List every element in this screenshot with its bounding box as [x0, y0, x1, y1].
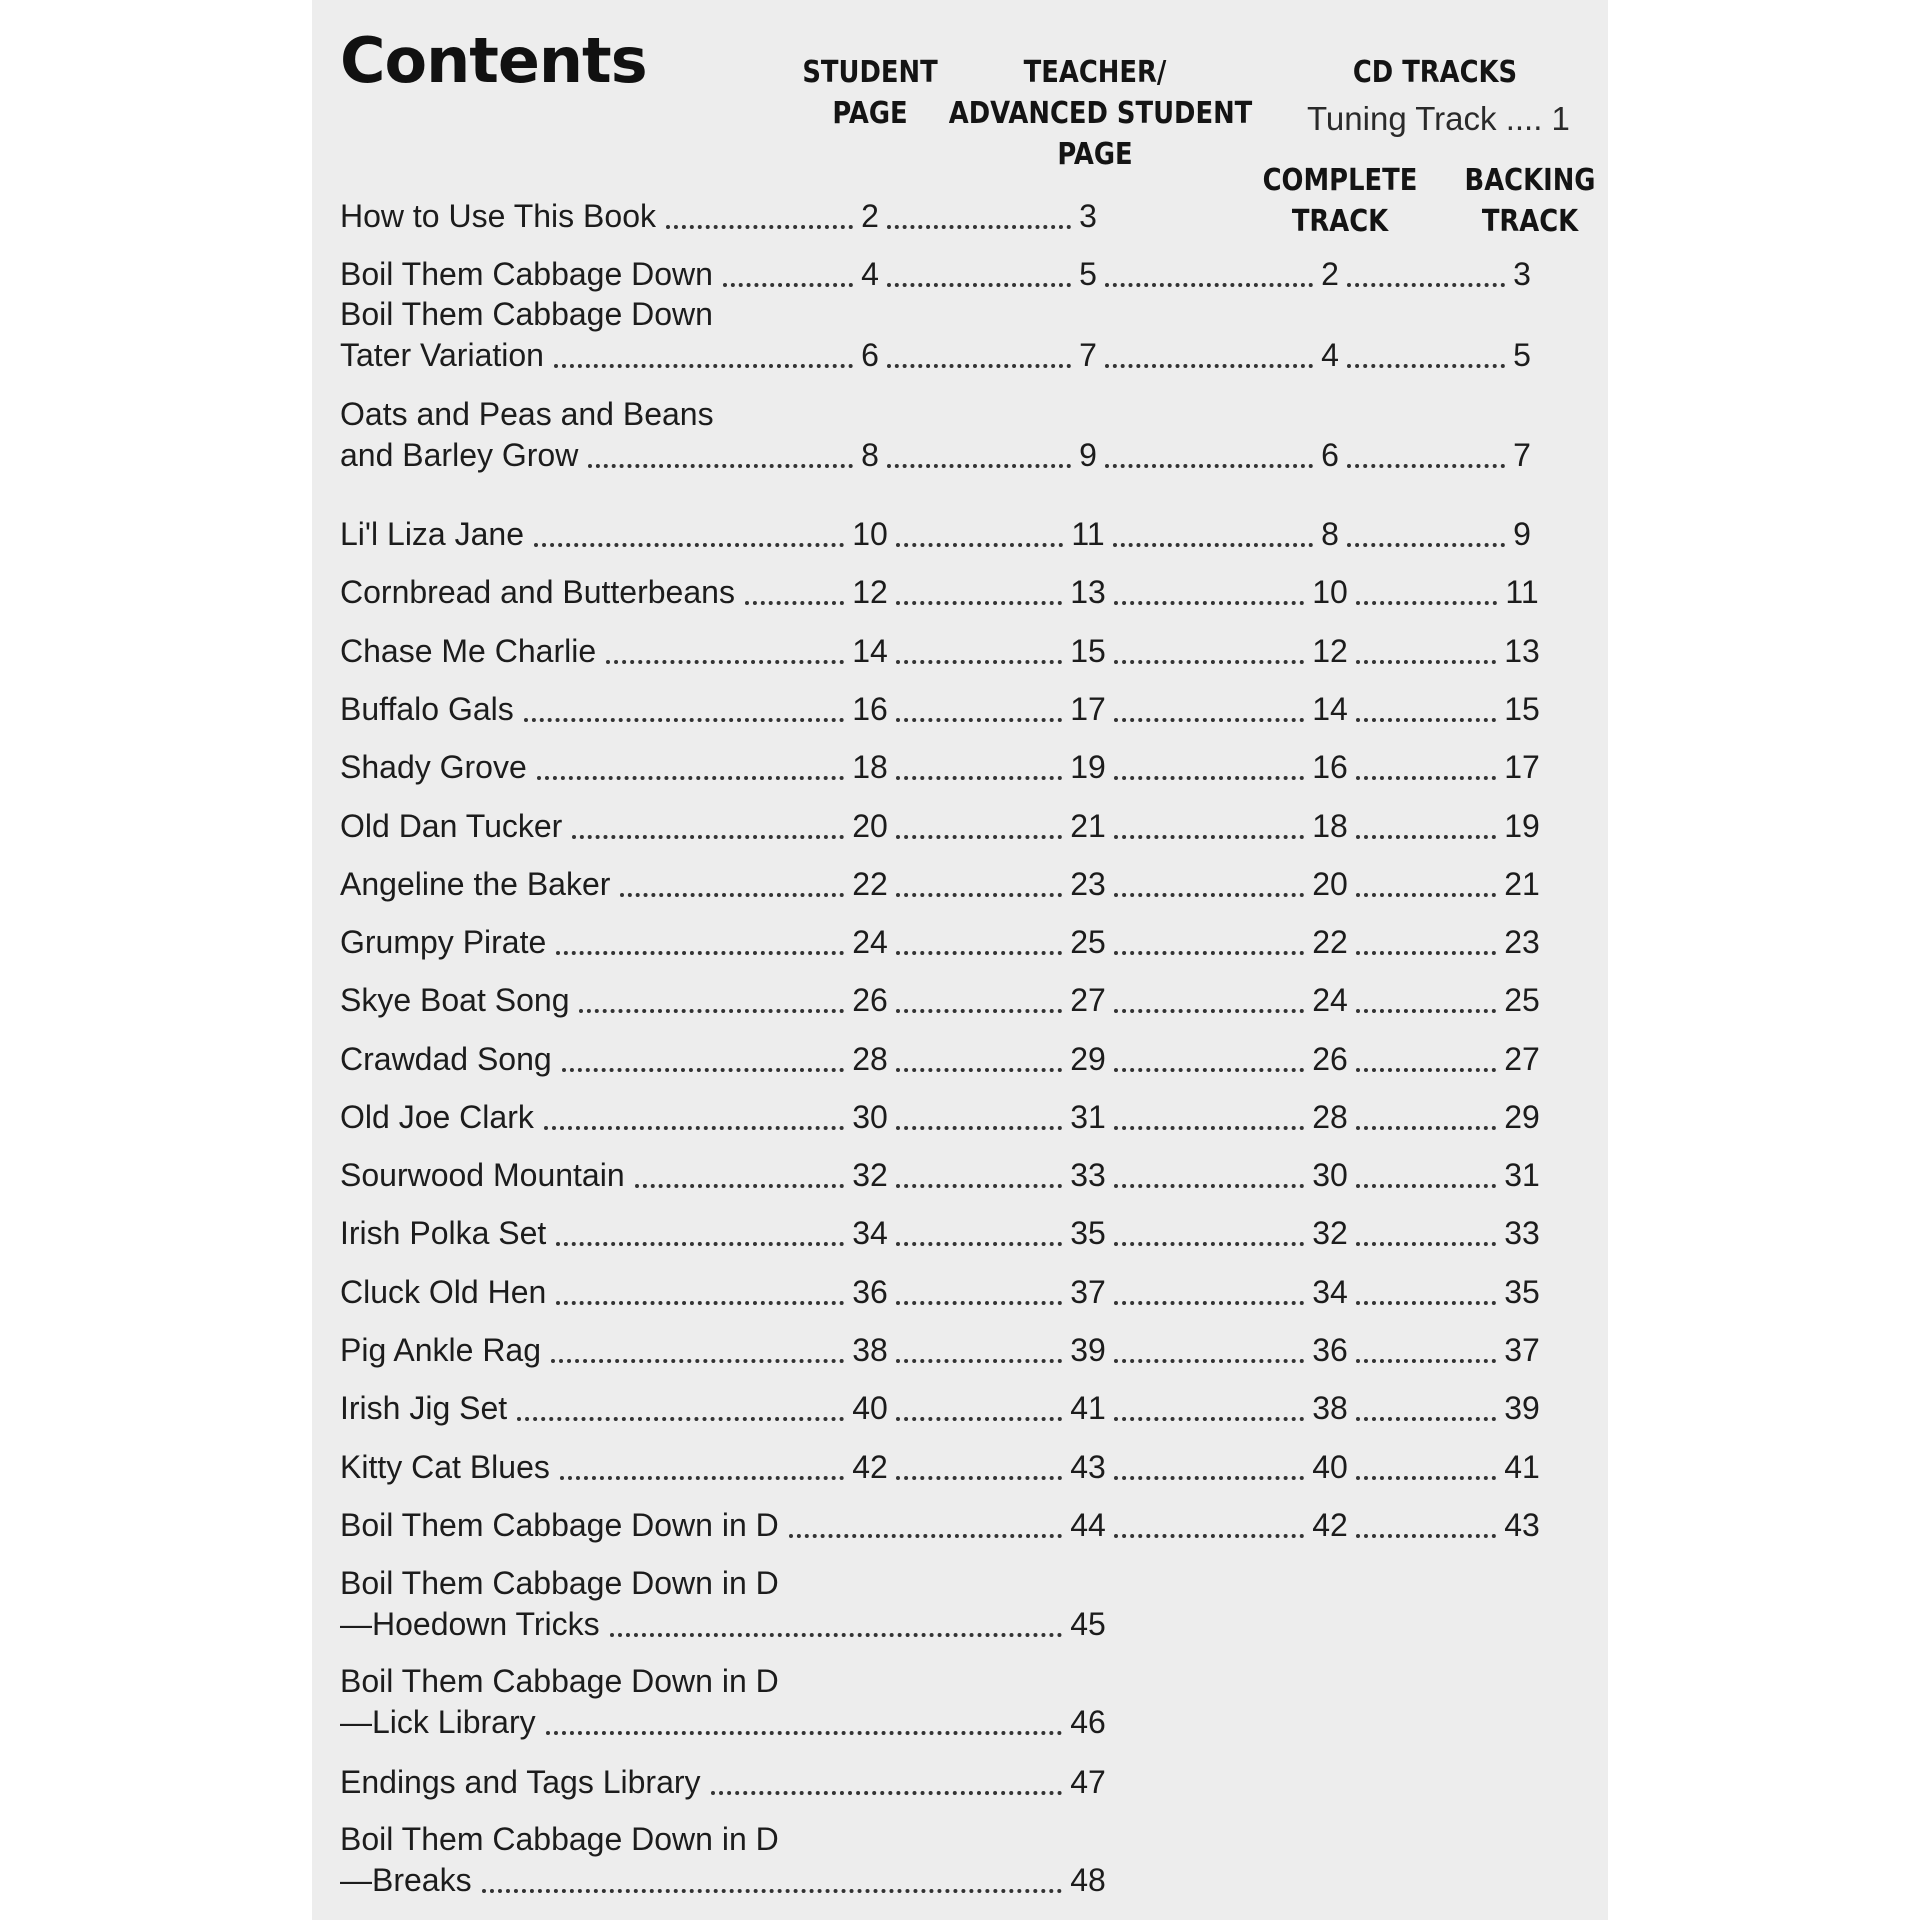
complete-track-number: 38: [1312, 1390, 1348, 1426]
complete-track-number: 2: [1321, 256, 1339, 292]
student-page-number: 6: [861, 337, 879, 373]
entry-title: Boil Them Cabbage Down in D: [340, 1663, 779, 1699]
dot-leader: [482, 1889, 1063, 1893]
backing-track-number: 9: [1513, 516, 1531, 552]
student-page-number: 40: [852, 1390, 888, 1426]
toc-entry: [0, 296, 1920, 379]
entry-title: How to Use This Book: [340, 198, 656, 234]
dot-leader: [1105, 364, 1313, 368]
student-page-number: 26: [852, 982, 888, 1018]
complete-track-number: 12: [1312, 633, 1348, 669]
entry-title: Irish Jig Set: [340, 1390, 508, 1426]
toc-entry: [0, 976, 1920, 1024]
dot-leader: [1356, 660, 1496, 664]
toc-entry: [0, 250, 1920, 298]
complete-track-number: 16: [1312, 749, 1348, 785]
entry-title-continued: Tater Variation: [340, 337, 544, 373]
teacher-page-number: 46: [1070, 1704, 1106, 1740]
dot-leader: [896, 893, 1062, 897]
dot-leader: [544, 1126, 844, 1130]
backing-track-number: 35: [1504, 1274, 1540, 1310]
complete-track-number: 42: [1312, 1507, 1348, 1543]
dot-leader: [789, 1534, 1062, 1538]
toc-entry: [0, 1268, 1920, 1316]
dot-leader: [896, 718, 1062, 722]
dot-leader: [1356, 835, 1496, 839]
complete-track-number: 18: [1312, 808, 1348, 844]
dot-leader: [887, 225, 1071, 229]
dot-leader: [1356, 1534, 1496, 1538]
toc-entry: [0, 1093, 1920, 1141]
teacher-page-number: 43: [1070, 1449, 1106, 1485]
entry-title: Sourwood Mountain: [340, 1157, 625, 1193]
entry-title: Chase Me Charlie: [340, 633, 597, 669]
dot-leader: [896, 1359, 1062, 1363]
entry-title: Old Dan Tucker: [340, 808, 563, 844]
teacher-page-number: 13: [1070, 574, 1106, 610]
dot-leader: [562, 1068, 845, 1072]
dot-leader: [1114, 835, 1304, 839]
dot-leader: [1356, 1068, 1496, 1072]
dot-leader: [1114, 1534, 1304, 1538]
dot-leader: [887, 283, 1071, 287]
dot-leader: [560, 1476, 844, 1480]
dot-leader: [588, 464, 853, 468]
tuning-track-entry: Tuning Track .... 1: [1307, 100, 1570, 137]
entry-title: Pig Ankle Rag: [340, 1332, 542, 1368]
complete-header-line: TRACK: [1291, 204, 1389, 239]
dot-leader: [1356, 1126, 1496, 1130]
toc-entry: [0, 1565, 1920, 1648]
dot-leader: [666, 225, 853, 229]
dot-leader: [1356, 1184, 1496, 1188]
student-page-number: 14: [852, 633, 888, 669]
dot-leader: [1114, 1359, 1304, 1363]
dot-leader: [1356, 1009, 1496, 1013]
student-header-line: STUDENT: [802, 55, 938, 90]
complete-track-number: 40: [1312, 1449, 1348, 1485]
backing-track-number: 11: [1505, 574, 1539, 610]
entry-title: Boil Them Cabbage Down: [340, 296, 713, 332]
student-page-number: 38: [852, 1332, 888, 1368]
dot-leader: [896, 1417, 1062, 1421]
dot-leader: [887, 364, 1071, 368]
dot-leader: [1356, 718, 1496, 722]
teacher-page-number: 41: [1070, 1390, 1106, 1426]
entry-title: Boil Them Cabbage Down in D: [340, 1507, 779, 1543]
backing-track-number: 27: [1504, 1041, 1540, 1077]
complete-track-number: 6: [1321, 437, 1339, 473]
dot-leader: [1114, 1126, 1304, 1130]
backing-track-number: 31: [1504, 1157, 1540, 1193]
teacher-page-header: [948, 52, 1253, 175]
dot-leader: [896, 1009, 1062, 1013]
teacher-page-number: 5: [1079, 256, 1097, 292]
teacher-page-number: 7: [1079, 337, 1097, 373]
teacher-page-number: 19: [1070, 749, 1106, 785]
complete-track-number: 14: [1312, 691, 1348, 727]
dot-leader: [1114, 1184, 1304, 1188]
backing-track-number: 43: [1504, 1507, 1540, 1543]
complete-track-number: 26: [1312, 1041, 1348, 1077]
dot-leader: [896, 1242, 1062, 1246]
dot-leader: [554, 364, 853, 368]
teacher-page-number: 35: [1070, 1215, 1106, 1251]
dot-leader: [556, 1301, 844, 1305]
toc-entry: [0, 1151, 1920, 1199]
backing-track-number: 29: [1504, 1099, 1540, 1135]
student-page-number: 12: [852, 574, 888, 610]
complete-track-number: 8: [1321, 516, 1339, 552]
teacher-page-number: 29: [1070, 1041, 1106, 1077]
complete-track-number: 4: [1321, 337, 1339, 373]
dot-leader: [1114, 660, 1304, 664]
teacher-page-number: 47: [1070, 1764, 1106, 1800]
complete-track-number: 20: [1312, 866, 1348, 902]
toc-entry: [0, 1821, 1920, 1904]
complete-header-line: COMPLETE: [1262, 163, 1418, 198]
complete-track-number: 22: [1312, 924, 1348, 960]
backing-track-number: 19: [1504, 808, 1540, 844]
toc-entry: [0, 1663, 1920, 1746]
teacher-page-number: 39: [1070, 1332, 1106, 1368]
student-page-number: 8: [861, 437, 879, 473]
teacher-page-number: 21: [1070, 808, 1106, 844]
student-page-number: 4: [861, 256, 879, 292]
dot-leader: [1114, 1417, 1304, 1421]
teacher-page-number: 11: [1071, 516, 1105, 552]
complete-track-number: 24: [1312, 982, 1348, 1018]
dot-leader: [537, 776, 844, 780]
student-page-number: 18: [852, 749, 888, 785]
dot-leader: [610, 1633, 1063, 1637]
teacher-header-line: PAGE: [1057, 137, 1133, 172]
student-page-number: 20: [852, 808, 888, 844]
student-page-number: 32: [852, 1157, 888, 1193]
toc-entry: [0, 1326, 1920, 1374]
dot-leader: [1114, 1301, 1304, 1305]
teacher-page-number: 37: [1070, 1274, 1106, 1310]
student-page-number: 34: [852, 1215, 888, 1251]
backing-track-number: 17: [1504, 749, 1540, 785]
dot-leader: [1356, 893, 1496, 897]
dot-leader: [1356, 776, 1496, 780]
dot-leader: [1114, 951, 1304, 955]
dot-leader: [887, 464, 1071, 468]
dot-leader: [1114, 893, 1304, 897]
dot-leader: [1114, 1242, 1304, 1246]
backing-header-line: BACKING: [1464, 163, 1596, 198]
entry-title: Boil Them Cabbage Down in D: [340, 1565, 779, 1601]
dot-leader: [896, 776, 1062, 780]
entry-title: Skye Boat Song: [340, 982, 570, 1018]
backing-track-number: 21: [1504, 866, 1540, 902]
entry-title-continued: —Hoedown Tricks: [340, 1606, 600, 1642]
dot-leader: [1356, 601, 1498, 605]
entry-title: Shady Grove: [340, 749, 527, 785]
student-header-line: PAGE: [832, 96, 908, 131]
backing-track-number: 5: [1513, 337, 1531, 373]
dot-leader: [635, 1184, 845, 1188]
teacher-page-number: 31: [1070, 1099, 1106, 1135]
dot-leader: [711, 1791, 1063, 1795]
dot-leader: [1356, 1301, 1496, 1305]
entry-title-continued: —Lick Library: [340, 1704, 536, 1740]
backing-track-number: 3: [1513, 256, 1531, 292]
dot-leader: [896, 1068, 1062, 1072]
toc-entry: [0, 396, 1920, 479]
entry-title-continued: —Breaks: [340, 1862, 472, 1898]
toc-entry: [0, 1209, 1920, 1257]
toc-entry: [0, 1035, 1920, 1083]
entry-title: Crawdad Song: [340, 1041, 552, 1077]
toc-entry: [0, 510, 1920, 558]
teacher-page-number: 27: [1070, 982, 1106, 1018]
dot-leader: [534, 543, 844, 547]
toc-entry: [0, 802, 1920, 850]
entry-title: Oats and Peas and Beans: [340, 396, 714, 432]
toc-entry: [0, 685, 1920, 733]
backing-track-number: 25: [1504, 982, 1540, 1018]
teacher-page-number: 15: [1070, 633, 1106, 669]
dot-leader: [556, 951, 844, 955]
complete-track-number: 28: [1312, 1099, 1348, 1135]
dot-leader: [896, 1126, 1062, 1130]
dot-leader: [1356, 951, 1496, 955]
teacher-header-line: TEACHER/: [1023, 55, 1167, 90]
dot-leader: [896, 543, 1064, 547]
teacher-page-number: 45: [1070, 1606, 1106, 1642]
backing-track-number: 33: [1504, 1215, 1540, 1251]
backing-track-number: 39: [1504, 1390, 1540, 1426]
entry-title: Boil Them Cabbage Down in D: [340, 1821, 779, 1857]
dot-leader: [1356, 1359, 1496, 1363]
dot-leader: [524, 718, 844, 722]
teacher-page-number: 33: [1070, 1157, 1106, 1193]
teacher-page-number: 9: [1079, 437, 1097, 473]
dot-leader: [517, 1417, 844, 1421]
backing-track-number: 41: [1504, 1449, 1540, 1485]
backing-track-number: 7: [1513, 437, 1531, 473]
dot-leader: [572, 835, 844, 839]
entry-title: Endings and Tags Library: [340, 1764, 701, 1800]
dot-leader: [546, 1731, 1063, 1735]
entry-title: Irish Polka Set: [340, 1215, 547, 1251]
student-page-number: 30: [852, 1099, 888, 1135]
teacher-page-number: 23: [1070, 866, 1106, 902]
dot-leader: [896, 1184, 1062, 1188]
toc-entry: [0, 743, 1920, 791]
toc-entry: [0, 1501, 1920, 1549]
backing-track-number: 15: [1504, 691, 1540, 727]
toc-entry: [0, 918, 1920, 966]
dot-leader: [1356, 1242, 1496, 1246]
entry-title: Old Joe Clark: [340, 1099, 534, 1135]
teacher-page-number: 3: [1079, 198, 1097, 234]
backing-header-line: TRACK: [1481, 204, 1579, 239]
dot-leader: [896, 835, 1062, 839]
entry-title: Cornbread and Butterbeans: [340, 574, 735, 610]
teacher-page-number: 44: [1070, 1507, 1106, 1543]
student-page-header: [793, 52, 948, 134]
student-page-number: 24: [852, 924, 888, 960]
entry-title: Angeline the Baker: [340, 866, 611, 902]
dot-leader: [606, 660, 844, 664]
dot-leader: [1356, 1417, 1496, 1421]
dot-leader: [579, 1009, 844, 1013]
dot-leader: [1114, 718, 1304, 722]
page-title: Contents: [340, 24, 647, 97]
dot-leader: [1114, 1068, 1304, 1072]
backing-track-number: 37: [1504, 1332, 1540, 1368]
student-page-number: 16: [852, 691, 888, 727]
entry-title: Cluck Old Hen: [340, 1274, 547, 1310]
dot-leader: [896, 951, 1062, 955]
complete-track-number: 32: [1312, 1215, 1348, 1251]
complete-track-number: 36: [1312, 1332, 1348, 1368]
backing-track-number: 13: [1504, 633, 1540, 669]
dot-leader: [1105, 464, 1313, 468]
teacher-header-line: ADVANCED STUDENT: [948, 96, 1253, 131]
dot-leader: [1114, 1009, 1304, 1013]
toc-entry: [0, 860, 1920, 908]
teacher-page-number: 48: [1070, 1862, 1106, 1898]
entry-title: Li'l Liza Jane: [340, 516, 524, 552]
entry-title: Kitty Cat Blues: [340, 1449, 550, 1485]
toc-entry: [0, 568, 1920, 616]
entry-title: Buffalo Gals: [340, 691, 514, 727]
student-page-number: 10: [852, 516, 888, 552]
cd-tracks-header: CD TRACKS: [1352, 55, 1518, 90]
dot-leader: [556, 1242, 844, 1246]
complete-track-number: 30: [1312, 1157, 1348, 1193]
entry-title: Grumpy Pirate: [340, 924, 547, 960]
dot-leader: [896, 660, 1062, 664]
student-page-number: 2: [861, 198, 879, 234]
dot-leader: [1114, 601, 1304, 605]
dot-leader: [620, 893, 844, 897]
toc-entry: [0, 1443, 1920, 1491]
entry-title: Boil Them Cabbage Down: [340, 256, 713, 292]
dot-leader: [896, 1476, 1062, 1480]
complete-track-number: 34: [1312, 1274, 1348, 1310]
backing-track-number: 23: [1504, 924, 1540, 960]
toc-entry: [0, 627, 1920, 675]
dot-leader: [896, 601, 1062, 605]
student-page-number: 22: [852, 866, 888, 902]
toc-entry: [0, 1758, 1920, 1806]
teacher-page-number: 25: [1070, 924, 1106, 960]
complete-track-number: 10: [1312, 574, 1348, 610]
student-page-number: 28: [852, 1041, 888, 1077]
toc-entry: [0, 1384, 1920, 1432]
student-page-number: 42: [852, 1449, 888, 1485]
dot-leader: [1113, 543, 1313, 547]
student-page-number: 36: [852, 1274, 888, 1310]
dot-leader: [1114, 1476, 1304, 1480]
dot-leader: [896, 1301, 1062, 1305]
dot-leader: [1114, 776, 1304, 780]
dot-leader: [1105, 283, 1313, 287]
toc-entry: [0, 192, 1920, 240]
dot-leader: [551, 1359, 844, 1363]
dot-leader: [1356, 1476, 1496, 1480]
teacher-page-number: 17: [1070, 691, 1106, 727]
entry-title-continued: and Barley Grow: [340, 437, 579, 473]
